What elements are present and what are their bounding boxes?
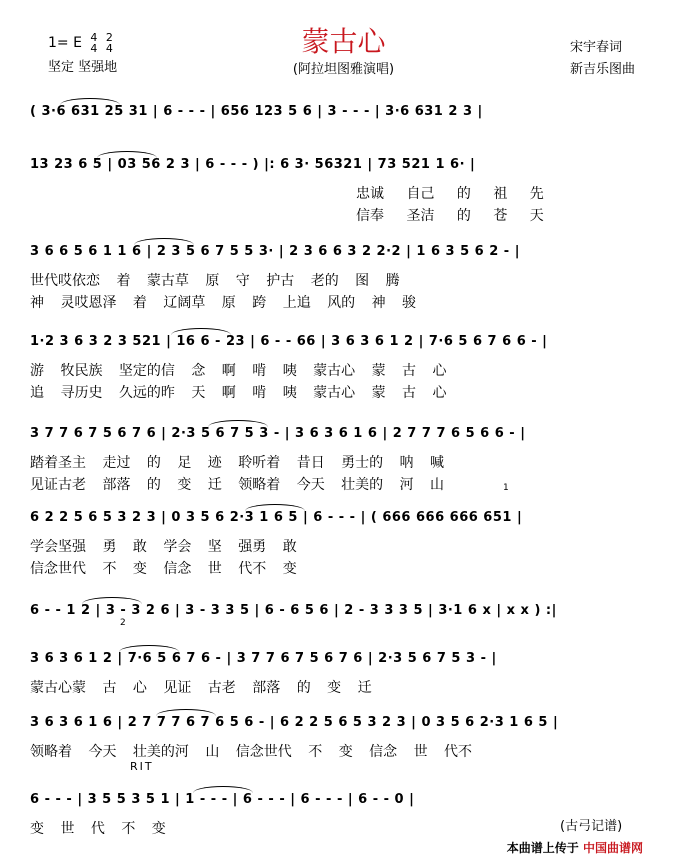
slur-mark bbox=[119, 645, 179, 652]
lyric-line: 蒙古心蒙 古 心 见证 古老 部落 的 变 迁 bbox=[30, 680, 372, 696]
lyric-line: 追 寻历史 久远的昨 天 啊 啃 咦 蒙古心 蒙 古 心 bbox=[30, 385, 447, 401]
slur-mark bbox=[97, 151, 157, 158]
time-signature-1: 4 4 bbox=[90, 31, 98, 55]
transcriber-note: (古弓记谱) bbox=[560, 819, 623, 834]
notation-line: 3 6 3 6 1 2 | 7·6 5 6 7 6 - | 3 7 7 6 7 5 6 7 6 | 2·3 5 6 7 5 3 - | bbox=[30, 651, 497, 666]
slur-mark bbox=[171, 328, 231, 335]
ending-bracket-2: 2 bbox=[120, 618, 126, 628]
lyric-line: 学会坚强 勇 敢 学会 坚 强勇 敢 bbox=[30, 539, 297, 555]
performer-subtitle: (阿拉坦图雅演唱) bbox=[292, 62, 395, 77]
notation-line: 6 - - - | 3 5 5 3 5 1 | 1 - - - | 6 - - - | 6 - - - | 6 - - 0 | bbox=[30, 792, 415, 807]
upload-text: 本曲谱上传于 bbox=[506, 841, 579, 855]
lyric-line: 游 牧民族 坚定的信 念 啊 啃 咦 蒙古心 蒙 古 心 bbox=[30, 363, 447, 379]
notation-line: ( 3·6 631 25 31 | 6 - - - | 656 123 5 6 | 3 - - - | 3·6 631 2 3 | bbox=[30, 104, 483, 119]
lyric-line: 忠诚 自己 的 祖 先 bbox=[356, 186, 544, 202]
lyric-line: 信奉 圣洁 的 苍 天 bbox=[356, 208, 544, 224]
ending-bracket-1: 1 bbox=[503, 483, 509, 493]
lyric-line: 变 世 代 不 变 bbox=[30, 821, 166, 837]
song-title: 蒙古心 bbox=[301, 25, 386, 58]
site-logo: 中国曲谱网 bbox=[582, 841, 643, 855]
lyricist: 宋宇春词 bbox=[570, 40, 623, 55]
notation-line: 6 - - 1 2 | 3 - 3 2 6 | 3 - 3 3 5 | 6 - 6 5 6 | 2 - 3 3 3 5 | 3·1 6 x | x x ) :| bbox=[30, 603, 557, 618]
slur-mark bbox=[134, 238, 194, 245]
tempo-marking: 坚定 坚强地 bbox=[48, 60, 118, 75]
notation-line: 13 23 6 5 | 03 56 2 3 | 6 - - - ) |: 6 3· 56321 | 73 521 1 6· | bbox=[30, 157, 476, 172]
notation-line: 3 7 7 6 7 5 6 7 6 | 2·3 5 6 7 5 3 - | 3 6 3 6 1 6 | 2 7 7 7 6 5 6 6 - | bbox=[30, 426, 526, 441]
key-label: 1= E bbox=[48, 35, 82, 51]
lyric-line: 踏着圣主 走过 的 足 迹 聆听着 昔日 勇士的 呐 喊 bbox=[30, 455, 445, 471]
time-signature-2: 2 4 bbox=[105, 31, 113, 55]
composer: 新吉乐图曲 bbox=[570, 62, 636, 77]
lyric-line: 世代哎依恋 着 蒙古草 原 守 护古 老的 图 腾 bbox=[30, 273, 400, 289]
slur-mark bbox=[208, 420, 268, 427]
lyric-line: 神 灵哎恩泽 着 辽阔草 原 跨 上追 风的 神 骏 bbox=[30, 295, 417, 311]
slur-mark bbox=[245, 504, 305, 511]
footer-credit bbox=[507, 839, 643, 856]
slur-mark bbox=[82, 597, 142, 604]
lyric-line: 信念世代 不 变 信念 世 代不 变 bbox=[30, 561, 297, 577]
notation-line: 1·2 3 6 3 2 3 521 | 16 6 - 23 | 6 - - 66 | 3 6 3 6 1 2 | 7·6 5 6 7 6 6 - | bbox=[30, 334, 548, 349]
notation-line: 3 6 6 5 6 1 1 6 | 2 3 5 6 7 5 5 3· | 2 3 6 6 3 2 2·2 | 1 6 3 5 6 2 - | bbox=[30, 244, 520, 259]
rit-marking: RIT bbox=[130, 760, 154, 773]
lyric-line: 见证古老 部落 的 变 迁 领略着 今天 壮美的 河 山 bbox=[30, 477, 445, 493]
slur-mark bbox=[193, 786, 253, 793]
notation-line: 3 6 3 6 1 6 | 2 7 7 7 6 7 6 5 6 - | 6 2 2 5 6 5 3 2 3 | 0 3 5 6 2·3 1 6 5 | bbox=[30, 715, 559, 730]
lyric-line: 领略着 今天 壮美的河 山 信念世代 不 变 信念 世 代不 bbox=[30, 744, 473, 760]
slur-mark bbox=[156, 709, 216, 716]
slur-mark bbox=[60, 98, 120, 105]
notation-line: 6 2 2 5 6 5 3 2 3 | 0 3 5 6 2·3 1 6 5 | 6 - - - | ( 666 666 666 651 | bbox=[30, 510, 523, 525]
key-signature bbox=[48, 32, 113, 54]
